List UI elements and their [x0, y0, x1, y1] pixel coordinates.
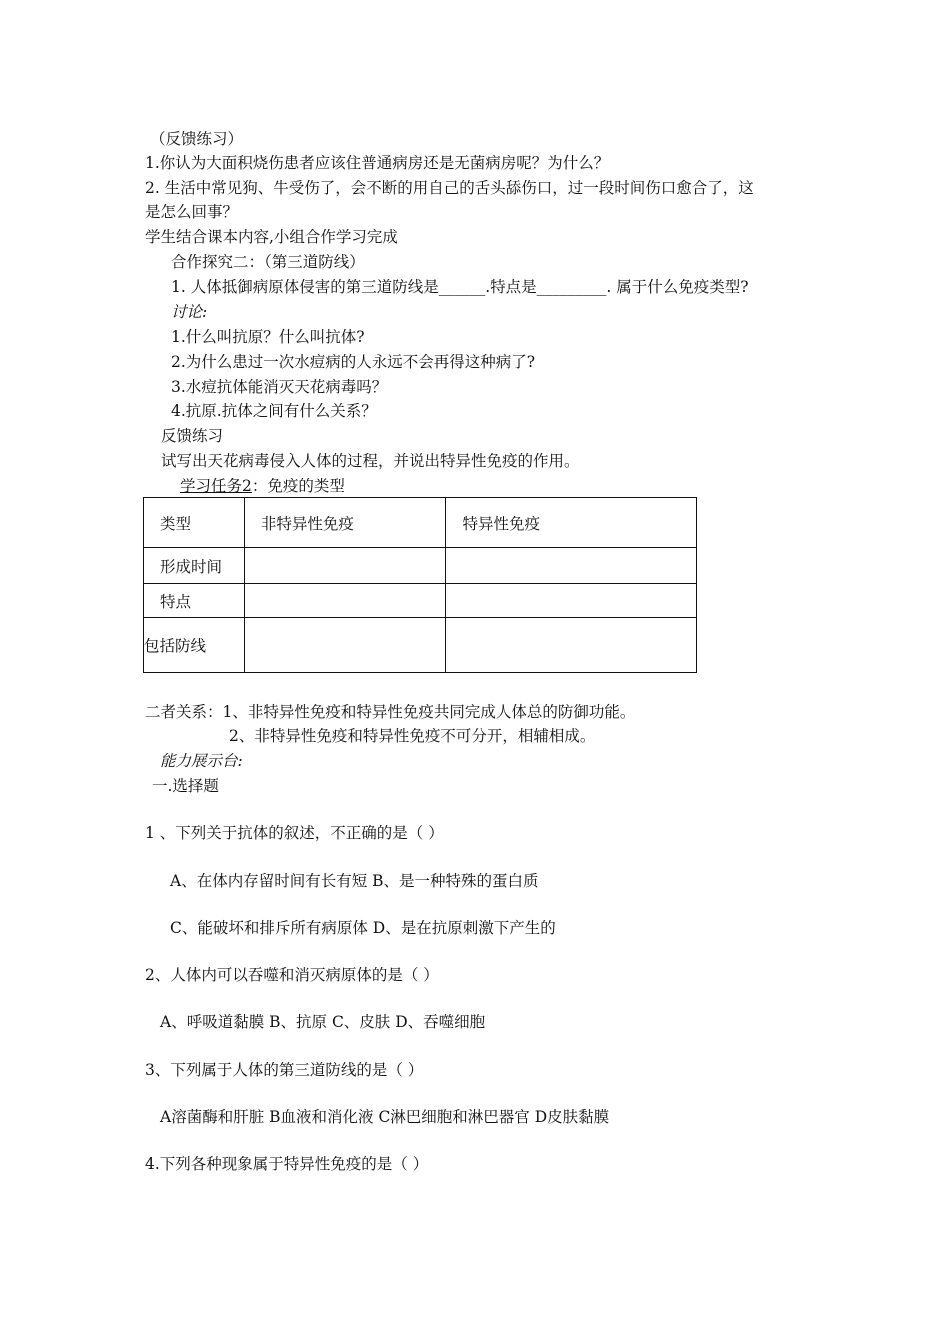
- heading-feedback: （反馈练习）: [150, 130, 244, 148]
- task-title: [180, 476, 345, 496]
- table-cell: [244, 618, 446, 673]
- question-line: 是怎么回事？: [145, 203, 239, 221]
- question-line: 1. 人体抵御病原体侵害的第三道防线是______.特点是_________. 属于什么免疫类型?: [171, 278, 749, 296]
- question-stem: 3、下列属于人体的第三道防线的是（ ）: [145, 1061, 424, 1079]
- table-row-label: 形成时间: [144, 548, 245, 584]
- table-row-label: 特点: [144, 584, 245, 618]
- relation-line: 二者关系：1、非特异性免疫和特异性免疫共同完成人体总的防御功能。: [145, 703, 636, 721]
- task-title-rest: ：免疫的类型: [251, 477, 345, 495]
- section-heading: 合作探究二：（第三道防线）: [171, 253, 365, 271]
- question-options: A、在体内存留时间有长有短 B、是一种特殊的蛋白质: [170, 872, 539, 890]
- feedback-label: 反馈练习: [161, 427, 224, 445]
- table-header-cell: 非特异性免疫: [244, 498, 446, 548]
- table-cell: [446, 548, 697, 584]
- task-label: 学习任务2: [180, 477, 252, 495]
- question-stem: 4.下列各种现象属于特异性免疫的是（ ）: [145, 1155, 429, 1173]
- table-row-label: 包括防线: [144, 618, 245, 673]
- table-header-row: [144, 498, 697, 548]
- feedback-task: 试写出天花病毒侵入人体的过程，并说出特异性免疫的作用。: [161, 452, 580, 470]
- table-cell: [446, 618, 697, 673]
- table-header-cell: 类型: [144, 498, 245, 548]
- question-stem: 1 、下列关于抗体的叙述，不正确的是（ ）: [145, 824, 444, 842]
- table-cell: [244, 548, 446, 584]
- table-row: [144, 548, 697, 584]
- relation-line: 2、非特异性免疫和特异性免疫不可分开，相辅相成。: [229, 727, 596, 745]
- discussion-label: 讨论:: [171, 303, 208, 321]
- question-options: A、呼吸道黏膜 B、抗原 C、皮肤 D、吞噬细胞: [160, 1013, 486, 1031]
- question-line: 2. 生活中常见狗、牛受伤了，会不断的用自己的舌头舔伤口，过一段时间伤口愈合了，这: [145, 179, 754, 197]
- discussion-item: 1.什么叫抗原？什么叫抗体?: [171, 328, 365, 346]
- question-line: 1.你认为大面积烧伤患者应该住普通病房还是无菌病房呢？为什么？: [145, 154, 610, 172]
- ability-heading: 能力展示台:: [160, 752, 243, 770]
- immunity-type-table: [143, 497, 697, 673]
- table-header-cell: 特异性免疫: [446, 498, 697, 548]
- question-options: C、能破坏和排斥所有病原体 D、是在抗原刺激下产生的: [170, 919, 556, 937]
- question-options: A溶菌酶和肝脏 B血液和消化液 C淋巴细胞和淋巴器官 D皮肤黏膜: [160, 1108, 610, 1126]
- table-row: [144, 584, 697, 618]
- table-cell: [244, 584, 446, 618]
- question-type-heading: 一.选择题: [152, 777, 219, 795]
- discussion-item: 3.水痘抗体能消灭天花病毒吗？: [171, 378, 388, 396]
- question-stem: 2、人体内可以吞噬和消灭病原体的是（ ）: [145, 966, 439, 984]
- discussion-item: 4.抗原.抗体之间有什么关系？: [171, 402, 377, 420]
- instruction-line: 学生结合课本内容,小组合作学习完成: [145, 228, 398, 246]
- table-row: [144, 618, 697, 673]
- table-cell: [446, 584, 697, 618]
- discussion-item: 2.为什么患过一次水痘病的人永远不会再得这种病了?: [171, 353, 536, 371]
